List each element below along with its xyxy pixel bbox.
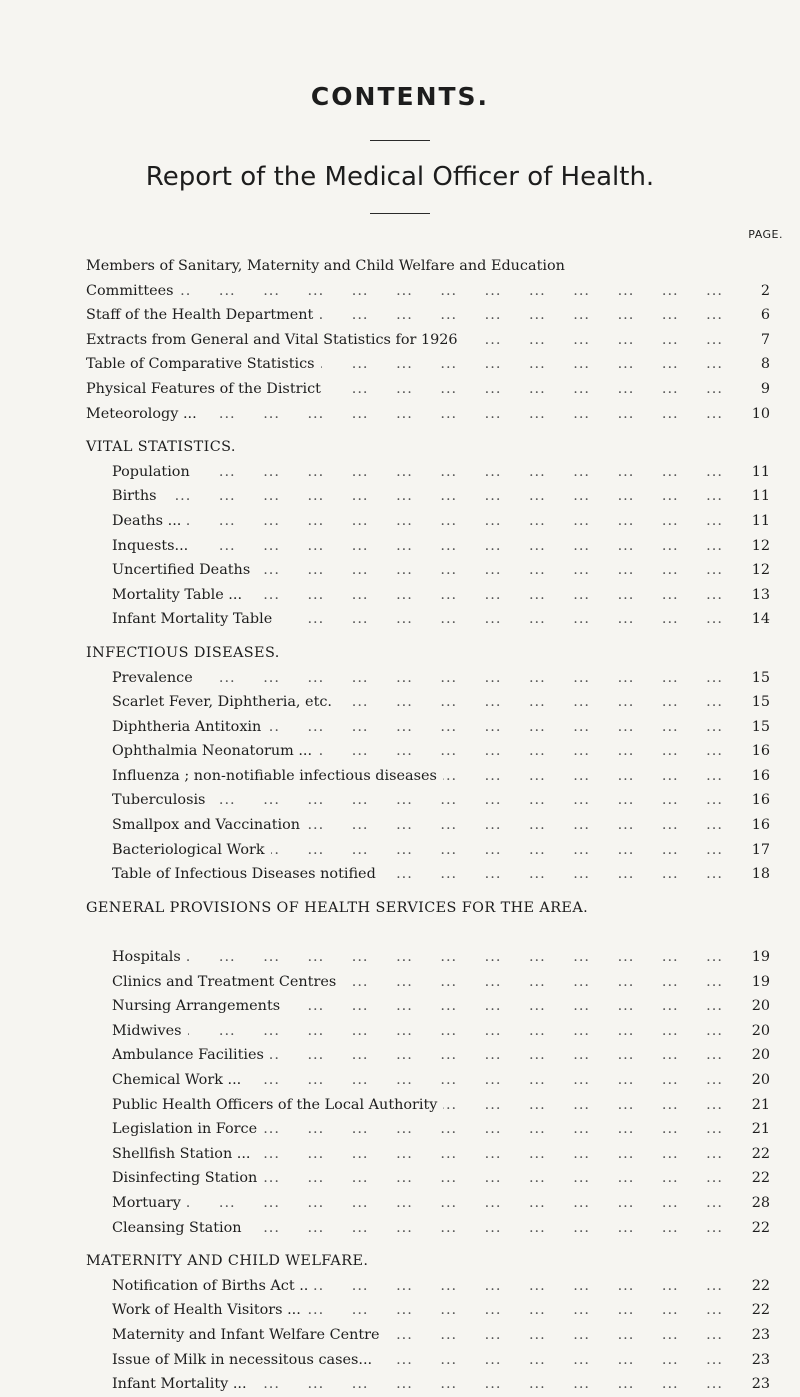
- entry-label: Inquests...: [86, 534, 194, 559]
- contents-entry: [86, 945, 770, 970]
- entry-label: Legislation in Force: [86, 1117, 263, 1142]
- entry-label: Influenza ; non-notifiable infectious diseases: [86, 764, 443, 789]
- contents-entry: [86, 1298, 770, 1323]
- contents-entry: [86, 1166, 770, 1191]
- title-rule: [370, 140, 430, 141]
- entry-page: 8: [742, 352, 770, 377]
- contents-entry: [86, 1372, 770, 1397]
- contents-entry: [86, 1274, 770, 1299]
- entry-label: Infant Mortality Table: [86, 607, 278, 632]
- entry-page: 7: [742, 328, 770, 353]
- entry-label: Ophthalmia Neonatorum ...: [86, 739, 318, 764]
- entry-page: 21: [742, 1093, 770, 1118]
- contents-entry: [86, 690, 770, 715]
- leader-dots: [86, 484, 740, 509]
- entry-page: 22: [742, 1298, 770, 1323]
- section-heading-maternity-child-welfare: MATERNITY AND CHILD WELFARE.: [86, 1253, 369, 1270]
- entry-page: 19: [742, 970, 770, 995]
- contents-entry: [86, 328, 770, 353]
- entry-label: Notification of Births Act ..: [86, 1274, 314, 1299]
- entry-page: 22: [742, 1216, 770, 1241]
- entry-label: Diphtheria Antitoxin: [86, 715, 267, 740]
- entry-label: Maternity and Infant Welfare Centre: [86, 1323, 386, 1348]
- entry-label: Disinfecting Station: [86, 1166, 263, 1191]
- entry-page: 20: [742, 1068, 770, 1093]
- entry-label: Hospitals: [86, 945, 187, 970]
- contents-entry: [86, 788, 770, 813]
- entry-page: 15: [742, 715, 770, 740]
- entry-page: 15: [742, 666, 770, 691]
- entry-label: Cleansing Station: [86, 1216, 248, 1241]
- entry-page: 16: [742, 788, 770, 813]
- contents-list: [86, 254, 770, 1397]
- entry-label-continued: Committees: [86, 279, 180, 304]
- leader-dots: [86, 279, 740, 304]
- entry-page: 12: [742, 534, 770, 559]
- page-column-label: PAGE.: [748, 228, 783, 241]
- entry-label: Issue of Milk in necessitous cases...: [86, 1348, 378, 1373]
- section-heading-vital-statistics: VITAL STATISTICS.: [86, 439, 236, 456]
- contents-entry: [86, 1093, 770, 1118]
- entry-page: 21: [742, 1117, 770, 1142]
- entry-label: Mortuary: [86, 1191, 187, 1216]
- contents-entry: [86, 1068, 770, 1093]
- entry-page: 23: [742, 1323, 770, 1348]
- contents-entry: [86, 254, 770, 303]
- entry-label: Midwives: [86, 1019, 188, 1044]
- entry-label: Uncertified Deaths: [86, 558, 256, 583]
- entry-page: 16: [742, 813, 770, 838]
- entry-page: 22: [742, 1274, 770, 1299]
- entry-page: 9: [742, 377, 770, 402]
- entry-page: 11: [742, 484, 770, 509]
- entry-page: 20: [742, 994, 770, 1019]
- entry-label: Staff of the Health Department: [86, 303, 319, 328]
- contents-entry: [86, 813, 770, 838]
- entry-label: Deaths ...: [86, 509, 187, 534]
- contents-entry: [86, 838, 770, 863]
- contents-entry: [86, 970, 770, 995]
- entry-label: Nursing Arrangements: [86, 994, 286, 1019]
- contents-entry: [86, 583, 770, 608]
- entry-label: Tuberculosis: [86, 788, 211, 813]
- entry-label: Mortality Table ...: [86, 583, 248, 608]
- entry-page: 22: [742, 1142, 770, 1167]
- contents-entry: [86, 994, 770, 1019]
- contents-entry: [86, 862, 770, 887]
- contents-entry: [86, 1043, 770, 1068]
- entry-label: Table of Comparative Statistics: [86, 352, 321, 377]
- entry-page: 13: [742, 583, 770, 608]
- entry-page: 6: [742, 303, 770, 328]
- entry-label: Work of Health Visitors ...: [86, 1298, 307, 1323]
- entry-label: Bacteriological Work: [86, 838, 271, 863]
- entry-page: 19: [742, 945, 770, 970]
- entry-label: Smallpox and Vaccination: [86, 813, 306, 838]
- contents-entry: [86, 739, 770, 764]
- section-heading-general-provisions: GENERAL PROVISIONS OF HEALTH SERVICES FOR THE AREA.: [86, 899, 589, 916]
- contents-entry: [86, 534, 770, 559]
- contents-entry: [86, 715, 770, 740]
- subtitle-rule: [370, 213, 430, 214]
- contents-entry: [86, 460, 770, 485]
- contents-entry: [86, 1019, 770, 1044]
- entry-page: 2: [742, 279, 770, 304]
- entry-label: Members of Sanitary, Maternity and Child Welfare and Education: [86, 254, 571, 279]
- contents-entry: [86, 1117, 770, 1142]
- entry-page: 18: [742, 862, 770, 887]
- report-subtitle: Report of the Medical Officer of Health.: [145, 162, 655, 192]
- contents-entry: [86, 1323, 770, 1348]
- entry-page: 20: [742, 1043, 770, 1068]
- contents-entry: [86, 377, 770, 402]
- entry-label: Shellfish Station ...: [86, 1142, 257, 1167]
- entry-label: Chemical Work ...: [86, 1068, 247, 1093]
- entry-page: 23: [742, 1348, 770, 1373]
- entry-page: 20: [742, 1019, 770, 1044]
- entry-label: Prevalence: [86, 666, 199, 691]
- contents-entry: [86, 402, 770, 427]
- entry-page: 17: [742, 838, 770, 863]
- entry-page: 22: [742, 1166, 770, 1191]
- contents-entry: [86, 1191, 770, 1216]
- entry-page: 16: [742, 764, 770, 789]
- entry-label: Table of Infectious Diseases notified: [86, 862, 382, 887]
- contents-entry: [86, 303, 770, 328]
- entry-label: Scarlet Fever, Diphtheria, etc.: [86, 690, 338, 715]
- entry-page: 15: [742, 690, 770, 715]
- entry-page: 16: [742, 739, 770, 764]
- entry-page: 23: [742, 1372, 770, 1397]
- entry-page: 10: [742, 402, 770, 427]
- contents-entry: [86, 558, 770, 583]
- section-heading-infectious-diseases: INFECTIOUS DISEASES.: [86, 644, 280, 661]
- entry-page: 28: [742, 1191, 770, 1216]
- entry-label: Physical Features of the District: [86, 377, 327, 402]
- contents-entry: [86, 352, 770, 377]
- contents-entry: [86, 484, 770, 509]
- entry-label: Population: [86, 460, 196, 485]
- contents-entry: [86, 764, 770, 789]
- entry-page: 12: [742, 558, 770, 583]
- contents-entry: [86, 607, 770, 632]
- entry-label: Ambulance Facilities: [86, 1043, 270, 1068]
- entry-label: Births: [86, 484, 163, 509]
- contents-entry: [86, 509, 770, 534]
- entry-label: Meteorology ...: [86, 402, 203, 427]
- entry-label: Infant Mortality ...: [86, 1372, 253, 1397]
- contents-entry: [86, 1142, 770, 1167]
- entry-page: 11: [742, 509, 770, 534]
- entry-label: Clinics and Treatment Centres: [86, 970, 342, 995]
- contents-entry: [86, 1348, 770, 1373]
- entry-page: 11: [742, 460, 770, 485]
- contents-entry: [86, 666, 770, 691]
- entry-page: 14: [742, 607, 770, 632]
- entry-label: Public Health Officers of the Local Authority: [86, 1093, 443, 1118]
- entry-label: Extracts from General and Vital Statistics for 1926: [86, 328, 464, 353]
- page-title: CONTENTS.: [310, 82, 490, 111]
- contents-entry: [86, 1216, 770, 1241]
